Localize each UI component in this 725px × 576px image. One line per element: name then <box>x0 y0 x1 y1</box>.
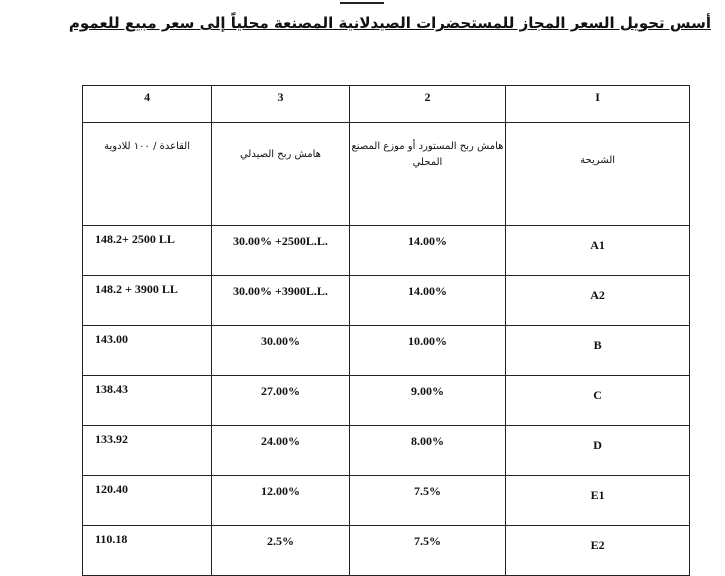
table-row <box>83 476 690 526</box>
cell-pharmacist-margin: 24.00% <box>212 426 350 476</box>
header-tier: الشريحة <box>506 123 690 226</box>
cell-importer-margin: 7.5% <box>349 476 505 526</box>
cell-tier: C <box>506 376 690 426</box>
cell-importer-margin: 8.00% <box>349 426 505 476</box>
cell-pharmacist-margin: 30.00% +3900L.L. <box>212 276 350 326</box>
cell-base: 148.2+ 2500 LL <box>83 226 212 276</box>
cell-base: 110.18 <box>83 526 212 576</box>
cell-importer-margin: 10.00% <box>349 326 505 376</box>
cell-importer-margin: 14.00% <box>349 226 505 276</box>
cell-tier: A2 <box>506 276 690 326</box>
cell-importer-margin: 9.00% <box>349 376 505 426</box>
column-number-3: 3 <box>212 86 350 123</box>
column-number-4: 4 <box>83 86 212 123</box>
cell-tier: E2 <box>506 526 690 576</box>
cell-pharmacist-margin: 12.00% <box>212 476 350 526</box>
table-row <box>83 526 690 576</box>
table-row <box>83 326 690 376</box>
cell-tier: D <box>506 426 690 476</box>
cell-pharmacist-margin: 30.00% +2500L.L. <box>212 226 350 276</box>
table-row <box>83 276 690 326</box>
cell-pharmacist-margin: 30.00% <box>212 326 350 376</box>
cell-base: 138.43 <box>83 376 212 426</box>
header-row <box>83 123 690 226</box>
table-row <box>83 426 690 476</box>
cell-pharmacist-margin: 2.5% <box>212 526 350 576</box>
table-row <box>83 376 690 426</box>
page-title: أسس تحويل السعر المجاز للمستحضرات الصيدلانية المصنعة محلياً إلى سعر مبيع للعموم <box>68 14 711 32</box>
cell-tier: B <box>506 326 690 376</box>
cell-base: 120.40 <box>83 476 212 526</box>
cell-importer-margin: 14.00% <box>349 276 505 326</box>
header-pharmacist-margin: هامش ربح الصيدلي <box>212 123 350 226</box>
pricing-table <box>82 85 690 576</box>
top-rule <box>340 2 384 4</box>
column-number-row <box>83 86 690 123</box>
cell-pharmacist-margin: 27.00% <box>212 376 350 426</box>
table-row <box>83 226 690 276</box>
cell-importer-margin: 7.5% <box>349 526 505 576</box>
column-number-2: 2 <box>349 86 505 123</box>
cell-base: 133.92 <box>83 426 212 476</box>
cell-base: 143.00 <box>83 326 212 376</box>
header-importer-margin: هامش ربح المستورد أو موزع المصنع المحلي <box>349 123 505 226</box>
header-base: القاعدة / ١٠٠ للادوية <box>83 123 212 226</box>
column-number-1: I <box>506 86 690 123</box>
cell-base: 148.2 + 3900 LL <box>83 276 212 326</box>
cell-tier: A1 <box>506 226 690 276</box>
cell-tier: E1 <box>506 476 690 526</box>
